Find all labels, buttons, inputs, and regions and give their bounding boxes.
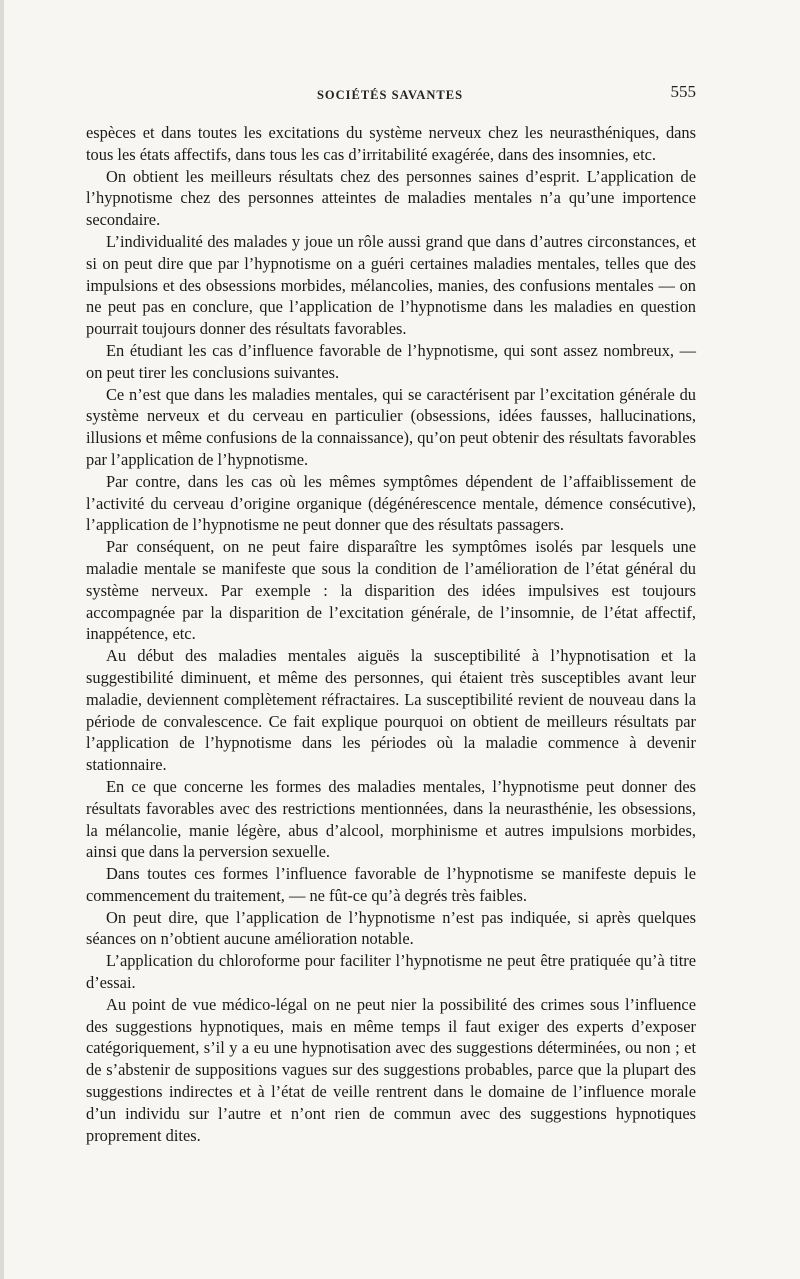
page-number: 555 xyxy=(670,82,696,101)
paragraph: En ce que concerne les formes des maladies mentales, l’hypnotisme peut donner des résultats favorables avec des restrictions mentionnées, dans la neurasthénie, les obsessions, la mélancolie, manie légère, abus d’alcool, morphinisme et autres impulsions morbides, ainsi que dans la perversion sexuelle. xyxy=(86,776,696,862)
paragraph: Dans toutes ces formes l’influence favorable de l’hypnotisme se manifeste depuis le commencement du traitement, — ne fût-ce qu’à degrés très faibles. xyxy=(86,864,696,905)
paragraph: Au point de vue médico-légal on ne peut nier la possibilité des crimes sous l’influence des suggestions hypnotiques, mais en même temps il faut exiger des experts d’exposer catégoriquement, s’il y a eu une hypnotisation avec des suggestions déterminées, ou non ; et de s’abstenir de suppositions vagues sur des suggestions probables, parce que la plupart des suggestions indirectes et à l’état de veille rentrent dans le domaine de l’influence morale d’un individu sur l’autre et n’ont rien de commun avec des suggestions hypnotiques proprement dites. xyxy=(86,994,696,1145)
paragraph: Ce n’est que dans les maladies mentales, qui se caractérisent par l’excitation générale du système nerveux et du cerveau en particulier (obsessions, idées fausses, hallucinations, illusions et même confusions de la connaissance), qu’on peut obtenir des résultats favorables par l’application de l’hypnotisme. xyxy=(86,384,696,469)
paragraph: On obtient les meilleurs résultats chez des personnes saines d’esprit. L’application de l’hypnotisme chez des personnes atteintes de maladies mentales n’a qu’une importence secondaire. xyxy=(86,166,696,230)
paragraph: Au début des maladies mentales aiguës la susceptibilité à l’hypnotisation et la suggestibilité diminuent, et même des personnes, qui étaient très susceptibles avant leur maladie, deviennent complètement réfractaires. La susceptibilité revient de nouveau dans la période de convalescence. Ce fait explique pourquoi on obtient de meilleurs résultats par l’application de l’hypnotisme dans les périodes où la maladie commence à devenir stationnaire. xyxy=(86,646,696,775)
paragraph: L’individualité des malades y joue un rôle aussi grand que dans d’autres circonstances, et si on peut dire que par l’hypnotisme on a guéri certaines maladies mentales, telles que des impulsions et des obsessions morbides, mélancolies, manies, des confusions mentales — on ne peut pas en conclure, que l’application de l’hypnotisme dans les maladies en question pourrait toujours donner des résultats favorables. xyxy=(86,231,696,339)
running-head: SOCIÉTÉS SAVANTES xyxy=(316,88,464,102)
paragraph: Par conséquent, on ne peut faire disparaître les symptômes isolés par lesquels une maladie mentale se manifeste que sous la condition de l’amélioration de l’état général du système nerveux. Par exemple : la disparition des idées impulsives est toujours accompagnée par la disparition de l’excitation générale, de l’insomnie, de l’état affectif, inappétence, etc. xyxy=(86,537,696,644)
paragraph: On peut dire, que l’application de l’hypnotisme n’est pas indiquée, si après quelques séances on n’obtient aucune amélioration notable. xyxy=(86,907,696,949)
paragraph: En étudiant les cas d’influence favorable de l’hypnotisme, qui sont assez nombreux, — on peut tirer les conclusions suivantes. xyxy=(86,340,696,382)
page-header xyxy=(84,82,696,108)
body-text xyxy=(86,122,696,1146)
paragraph: Par contre, dans les cas où les mêmes symptômes dépendent de l’affaiblissement de l’activité du cerveau d’origine organique (dégénérescence mentale, démence consécutive), l’application de l’hypnotisme ne peut donner que des résultats passagers. xyxy=(86,471,696,535)
paragraph: espèces et dans toutes les excitations du système nerveux chez les neurasthéniques, dans tous les états affectifs, dans tous les cas d’irritabilité exagérée, dans des insomnies, etc. xyxy=(86,123,696,164)
paragraph: L’application du chloroforme pour faciliter l’hypnotisme ne peut être pratiquée qu’à titre d’essai. xyxy=(86,951,696,993)
